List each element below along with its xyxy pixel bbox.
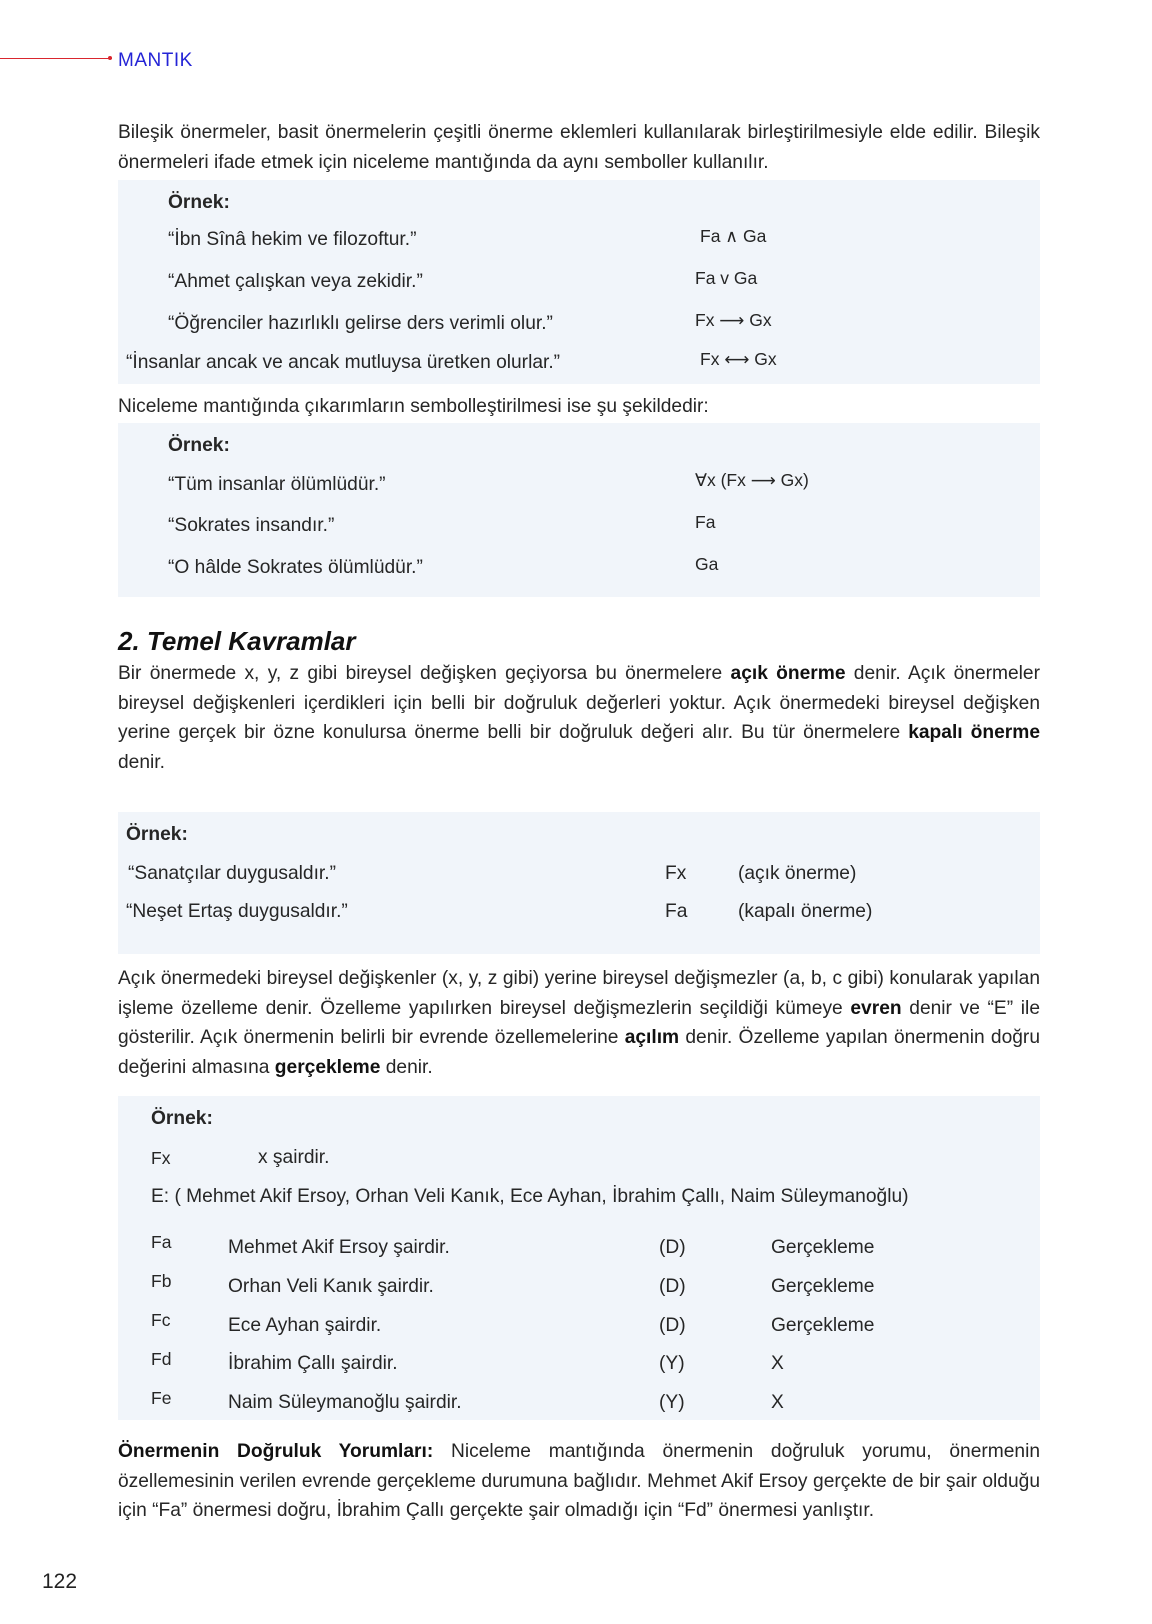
example-2-sentence-2: “Sokrates insandır.” [168,515,335,536]
example-4-symbol-1: Fa [151,1232,172,1252]
example-4-function-symbol: Fx [151,1148,171,1168]
example-4-result-1: Gerçekleme [771,1237,875,1258]
example-4-universe: E: ( Mehmet Akif Ersoy, Orhan Veli Kanık, Ece Ayhan, İbrahim Çallı, Naim Süleymanoğlu) [151,1186,909,1207]
example-4-symbol-5: Fe [151,1388,172,1408]
example-2-symbol-3: Ga [695,554,719,574]
term-acilim: açılım [624,1027,680,1048]
example-4-result-5: X [771,1392,784,1413]
example-2-sentence-3: “O hâlde Sokrates ölümlüdür.” [168,557,423,578]
example-4-sentence-4: İbrahim Çallı şairdir. [228,1353,398,1374]
example-2-title: Örnek: [168,435,230,456]
example-1-sentence-4: “İnsanlar ancak ve ancak mutluysa üretken olurlar.” [126,352,561,373]
example-4-sentence-2: Orhan Veli Kanık şairdir. [228,1276,434,1297]
example-4-symbol-3: Fc [151,1310,171,1330]
example-1-symbol-4: Fx ⟷ Gx [700,349,777,369]
example-4-value-4: (Y) [659,1353,685,1374]
example-4-result-2: Gerçekleme [771,1276,875,1297]
term-gerceklem: gerçekleme [274,1056,381,1078]
example-1-symbol-1: Fa ∧ Ga [700,226,767,246]
specialization-paragraph: Açık önermedeki bireysel değişkenler (x, y, z gibi) yerine bireysel değişmezler (a, b, c gibi) konularak yapılan işleme özelleme denir. Özelleme yapılırken bireysel değişmezlerin seçildiği kümeye evren denir ve “E” ile gösterilir. Açık önermenin belirli bir evrende özellemelerine açılım denir. Özelleme yapılan önermenin doğru değerini almasına gerçekleme denir. [118,968,1040,1078]
example-3-sentence-1: “Sanatçılar duygusaldır.” [128,863,336,884]
example-4-value-2: (D) [659,1276,686,1297]
header-rule [0,58,112,59]
example-4-sentence-1: Mehmet Akif Ersoy şairdir. [228,1237,450,1258]
truth-interpretation-paragraph: Önermenin Doğruluk Yorumları: Niceleme mantığında önermenin doğruluk yorumu, önermenin özellemesinin verilen evrende gerçekleme durumuna bağlıdır. Mehmet Akif Ersoy gerçekte de bir şair olduğu için “Fa” önermesi doğru, İbrahim Çallı gerçekte şair olmadığı için “Fd” önermesi yanlıştır. [118,1441,1041,1521]
example-1-title: Örnek: [168,192,230,213]
section-header: MANTIK [118,50,193,71]
example-4-value-3: (D) [659,1315,686,1336]
example-3-title: Örnek: [126,824,188,845]
example-1-sentence-1: “İbn Sînâ hekim ve filozoftur.” [168,229,417,250]
example-4-title: Örnek: [151,1108,213,1129]
page-number: 122 [42,1570,78,1593]
example-4-symbol-2: Fb [151,1271,172,1291]
example-4-value-1: (D) [659,1237,686,1258]
truth-interpretation-label: Önermenin Doğruluk Yorumları: [118,1441,434,1462]
section-2-paragraph: Bir önermede x, y, z gibi bireysel değişken geçiyorsa bu önermelere açık önerme denir. Açık önermeler bireysel değişkenleri içerdikleri için belli bir doğruluk değerleri yoktur. Açık önermedeki bireysel değişken yerine gerçek bir özne konulursa önerme belli bir doğruluk değeri alır. Bu tür önermelere kapalı önerme denir. [118,663,1040,773]
example-1-symbol-2: Fa v Ga [695,268,758,288]
example-3-sentence-2: “Neşet Ertaş duygusaldır.” [126,901,348,922]
example-3-note-1: (açık önerme) [738,863,857,884]
example-4-function-text: x şairdir. [258,1147,330,1168]
example-1-sentence-3: “Öğrenciler hazırlıklı gelirse ders verimli olur.” [168,313,553,334]
example-2-symbol-1: ∀x (Fx ⟶ Gx) [695,470,809,490]
example-4-symbol-4: Fd [151,1349,172,1369]
section-heading: 2. Temel Kavramlar [118,626,356,656]
example-1-sentence-2: “Ahmet çalışkan veya zekidir.” [168,271,423,292]
example-4-sentence-3: Ece Ayhan şairdir. [228,1315,382,1336]
header-rule-dot [108,56,112,60]
example-1-symbol-3: Fx ⟶ Gx [695,310,772,330]
example-4-result-3: Gerçekleme [771,1315,875,1336]
example-3-note-2: (kapalı önerme) [738,901,873,922]
example-4-sentence-5: Naim Süleymanoğlu şairdir. [228,1392,462,1413]
example-2-sentence-1: “Tüm insanlar ölümlüdür.” [168,474,386,495]
example-4-result-4: X [771,1353,784,1374]
term-kapali-onerme: kapalı önerme [908,722,1040,743]
example-3-symbol-2: Fa [665,901,688,922]
intro-paragraph: Bileşik önermeler, basit önermelerin çeşitli önerme eklemleri kullanılarak birleştirilmesiyle elde edilir. Bileşik önermeleri ifade etmek için niceleme mantığında da aynı semboller kullanılır. [118,122,1040,173]
example-2-symbol-2: Fa [695,512,716,532]
inference-intro: Niceleme mantığında çıkarımların sembolleştirilmesi ise şu şekildedir: [118,396,709,417]
term-evren: evren [850,997,902,1019]
example-4-value-5: (Y) [659,1392,685,1413]
term-acik-onerme: açık önerme [730,663,846,684]
example-3-symbol-1: Fx [665,863,687,884]
